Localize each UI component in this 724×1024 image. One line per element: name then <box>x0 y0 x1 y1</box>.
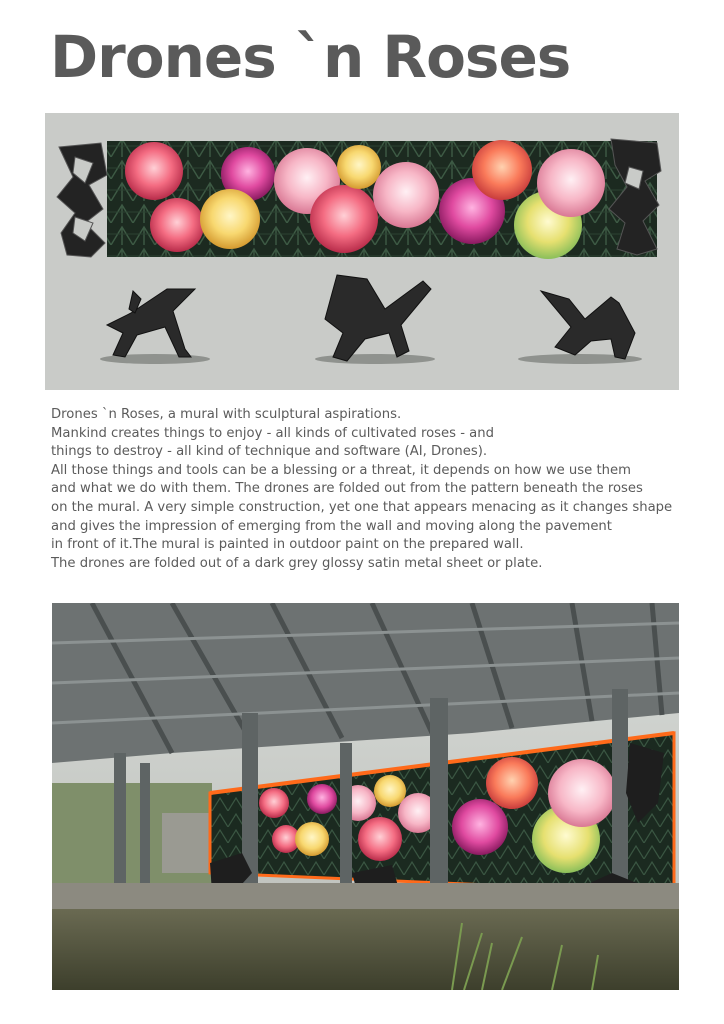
description-line: and gives the impression of emerging from the wall and moving along the pavement <box>51 518 612 534</box>
description-line: The drones are folded out of a dark grey glossy satin metal sheet or plate. <box>51 555 543 571</box>
description-line: in front of it.The mural is painted in outdoor paint on the prepared wall. <box>51 537 524 553</box>
description-line: Mankind creates things to enjoy - all kinds of cultivated roses - and <box>51 425 494 441</box>
description-line: things to destroy - all kind of technique and software (AI, Drones). <box>51 444 488 460</box>
page-title: Drones `n Roses <box>50 23 571 91</box>
description-line: All those things and tools can be a blessing or a threat, it depends on how we use them <box>51 462 631 478</box>
description-line: Drones `n Roses, a mural with sculptural aspirations. <box>51 407 402 422</box>
description <box>51 406 691 573</box>
description-line: and what we do with them. The drones are folded out from the pattern beneath the roses <box>51 481 643 497</box>
site-photo <box>52 603 679 990</box>
description-line: on the mural. A very simple construction, yet one that appears menacing as it changes shape <box>51 499 673 515</box>
mural-design-image <box>45 113 679 390</box>
